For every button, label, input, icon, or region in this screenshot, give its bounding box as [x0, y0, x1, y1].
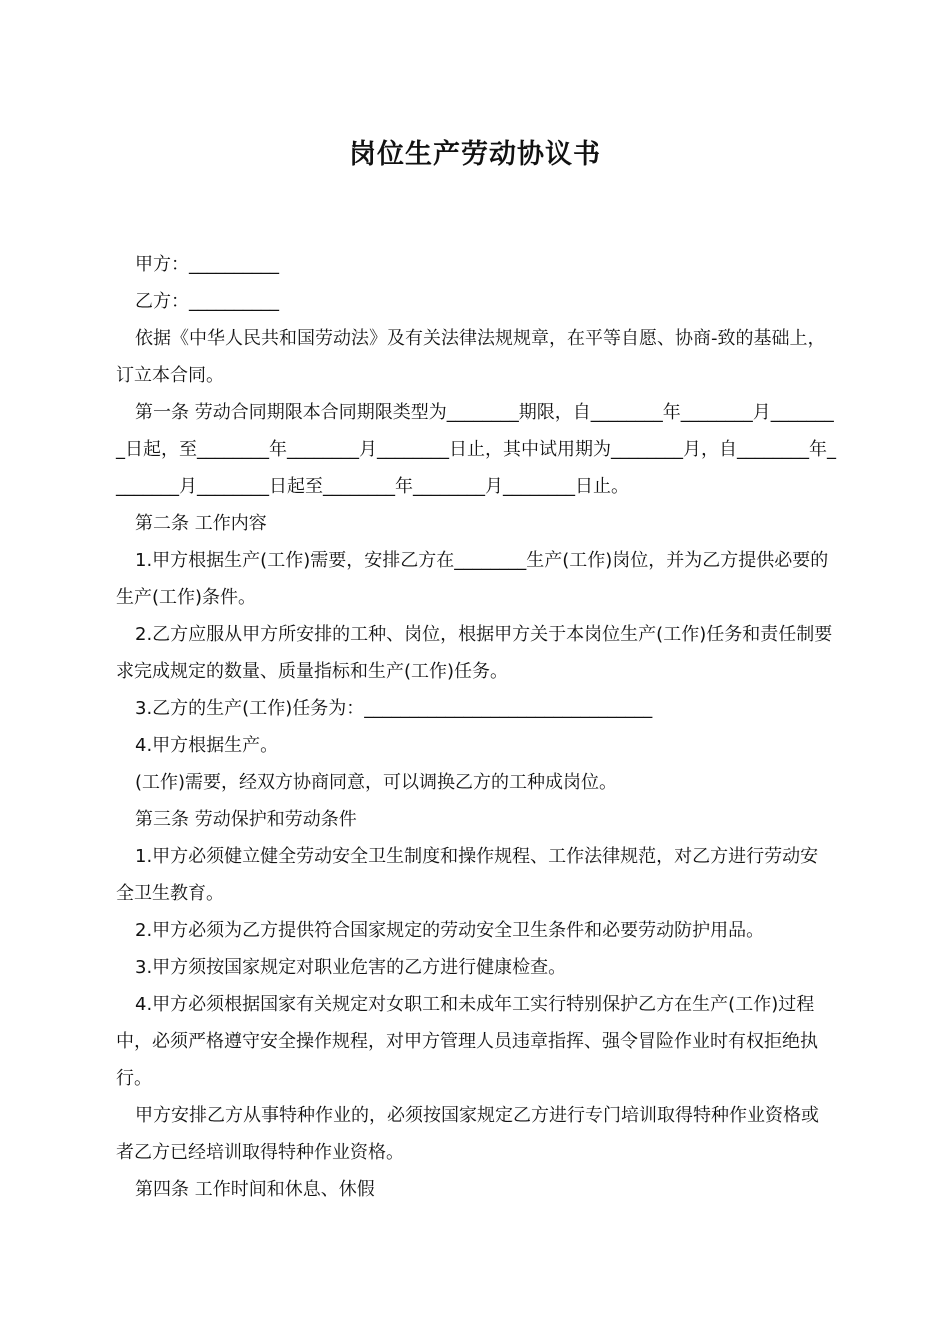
article-3-item-2: 2.甲方必须为乙方提供符合国家规定的劳动安全卫生条件和必要劳动防护用品。	[135, 920, 765, 941]
article-4-heading: 第四条 工作时间和休息、休假	[135, 1179, 375, 1200]
document-title: 岗位生产劳动协议书	[349, 139, 601, 170]
article-2-item-4-continued: (工作)需要，经双方协商同意，可以调换乙方的工种成岗位。	[135, 772, 618, 793]
article-3-heading: 第三条 劳动保护和劳动条件	[135, 809, 357, 830]
party-b-line: 乙方：__________	[135, 291, 279, 312]
document-body	[116, 246, 836, 1208]
article-3-item-3: 3.甲方须按国家规定对职业危害的乙方进行健康检查。	[135, 957, 567, 978]
party-a-line: 甲方：__________	[135, 254, 279, 275]
article-3-item-4: 4.甲方必须根据国家有关规定对女职工和未成年工实行特别保护乙方在生产(工作)过程中，必须严格遵守安全操作规程，对甲方管理人员违章指挥、强令冒险作业时有权拒绝执行。	[116, 994, 818, 1089]
article-1-paragraph: 第一条 劳动合同期限本合同期限类型为________期限，自________年________月________日起，至________年________月________日止，其中试用期为________月，自________年________月________日起至________年________月________日止。	[116, 402, 836, 497]
article-2-item-2: 2.乙方应服从甲方所安排的工种、岗位，根据甲方关于本岗位生产(工作)任务和责任制要求完成规定的数量、质量指标和生产(工作)任务。	[116, 624, 833, 682]
article-2-item-1: 1.甲方根据生产(工作)需要，安排乙方在________生产(工作)岗位，并为乙方提供必要的生产(工作)条件。	[116, 550, 829, 608]
article-2-heading: 第二条 工作内容	[135, 513, 267, 534]
article-3-special-work-paragraph: 甲方安排乙方从事特种作业的，必须按国家规定乙方进行专门培训取得特种作业资格或者乙方已经培训取得特种作业资格。	[116, 1105, 819, 1163]
article-3-item-1: 1.甲方必须健立健全劳动安全卫生制度和操作规程、工作法律规范，对乙方进行劳动安全卫生教育。	[116, 846, 819, 904]
preamble-paragraph: 依据《中华人民共和国劳动法》及有关法律法规规章，在平等自愿、协商-致的基础上，订立本合同。	[116, 328, 826, 386]
article-2-item-4: 4.甲方根据生产。	[135, 735, 279, 756]
article-2-item-3: 3.乙方的生产(工作)任务为：________________________________	[135, 698, 653, 719]
